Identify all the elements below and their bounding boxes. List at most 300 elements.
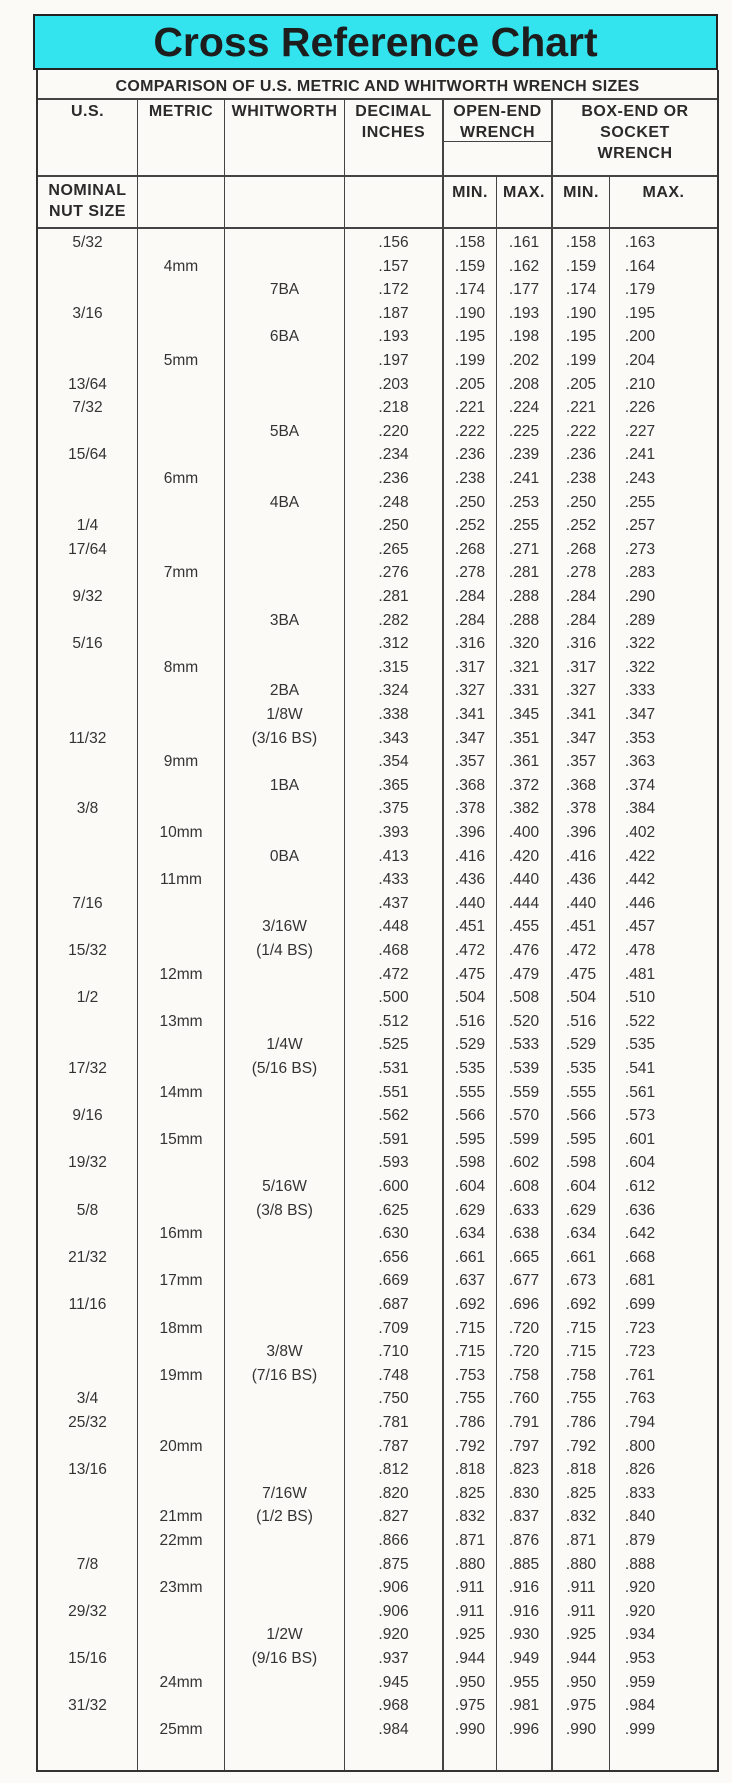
cell-open-end-min: .911 xyxy=(455,1579,485,1597)
cell-box-end-max: .934 xyxy=(624,1626,656,1644)
cell-decimal-inches: .281 xyxy=(378,588,409,605)
cell-us-size: 9/32 xyxy=(72,588,103,605)
cell-whitworth-size: 5/16W xyxy=(262,1178,307,1195)
cell-box-end-min: .378 xyxy=(565,800,597,818)
cell-box-end-max: .481 xyxy=(624,965,656,983)
cell-box-end-min: .629 xyxy=(565,1201,597,1219)
cell-open-end-max: .930 xyxy=(508,1626,540,1644)
cell-box-end-max: .402 xyxy=(624,824,656,841)
cell-box-end-min: .440 xyxy=(565,894,597,912)
cell-open-end-max: .633 xyxy=(508,1201,540,1219)
cell-box-end-max: .723 xyxy=(624,1343,656,1361)
cell-open-end-max: .520 xyxy=(508,1012,540,1030)
cell-us-size: 5/32 xyxy=(72,234,103,251)
cell-metric-size: 8mm xyxy=(163,658,199,676)
cell-open-end-max: .161 xyxy=(508,234,540,251)
cell-box-end-max: .200 xyxy=(624,328,656,346)
cell-decimal-inches: .945 xyxy=(378,1673,409,1691)
cell-box-end-min: .357 xyxy=(565,753,597,771)
cell-us-size: 1/2 xyxy=(76,989,99,1007)
cell-decimal-inches: .234 xyxy=(378,446,409,464)
cell-whitworth-size: 5BA xyxy=(269,422,300,440)
header-open-end-line-1: OPEN-END xyxy=(453,103,542,120)
cell-box-end-max: .273 xyxy=(624,540,656,558)
cell-decimal-inches: .312 xyxy=(378,635,409,653)
cell-open-end-min: .715 xyxy=(454,1319,486,1337)
cell-us-size: 5/16 xyxy=(72,635,103,653)
cell-open-end-min: .317 xyxy=(454,658,486,676)
table-subtitle: COMPARISON OF U.S. METRIC AND WHITWORTH WRENCH SIZES xyxy=(115,78,640,95)
cell-box-end-min: .595 xyxy=(565,1130,597,1148)
cell-box-end-max: .374 xyxy=(624,776,656,794)
cell-whitworth-size: (7/16 BS) xyxy=(251,1366,318,1384)
cell-decimal-inches: .562 xyxy=(378,1107,409,1125)
cell-whitworth-size: 3/8W xyxy=(266,1343,303,1361)
cell-box-end-min: .925 xyxy=(565,1626,597,1644)
cell-box-end-max: .541 xyxy=(624,1060,656,1077)
cell-box-end-min: .715 xyxy=(565,1319,597,1337)
cell-decimal-inches: .315 xyxy=(378,658,409,676)
cell-box-end-min: .195 xyxy=(565,328,597,346)
cell-box-end-min: .950 xyxy=(565,1673,597,1691)
cell-metric-size: 9mm xyxy=(163,753,199,771)
header-decimal-inches xyxy=(345,101,442,143)
cell-us-size: 3/8 xyxy=(76,800,99,818)
cell-decimal-inches: .203 xyxy=(378,375,409,393)
cell-decimal-inches: .625 xyxy=(378,1201,409,1219)
cell-box-end-min: .786 xyxy=(565,1414,597,1431)
cell-open-end-min: .222 xyxy=(454,422,486,440)
cell-box-end-min: .566 xyxy=(565,1107,597,1125)
cell-decimal-inches: .656 xyxy=(378,1248,409,1266)
cell-box-end-max: .794 xyxy=(624,1414,656,1431)
cell-box-end-max: .322 xyxy=(624,658,656,676)
cell-open-end-min: .516 xyxy=(454,1012,486,1030)
cell-open-end-max: .955 xyxy=(508,1673,540,1691)
cell-whitworth-size: 2BA xyxy=(269,682,300,700)
cell-us-size: 11/32 xyxy=(68,729,107,747)
cell-decimal-inches: .750 xyxy=(378,1390,409,1408)
cell-decimal-inches: .187 xyxy=(378,304,409,322)
cell-box-end-max: .681 xyxy=(624,1272,656,1290)
cell-decimal-inches: .748 xyxy=(378,1366,409,1384)
rule-under-subtitle xyxy=(38,98,717,100)
cell-box-end-min: .661 xyxy=(565,1248,597,1266)
cell-box-end-max: .612 xyxy=(624,1178,656,1195)
cell-box-end-min: .604 xyxy=(565,1178,597,1195)
cell-metric-size: 11mm xyxy=(160,871,202,889)
cell-decimal-inches: .365 xyxy=(378,776,409,794)
cell-open-end-max: .281 xyxy=(508,564,540,582)
header-box-end-line-3: WRENCH xyxy=(597,145,673,162)
cell-box-end-max: .442 xyxy=(624,871,656,889)
cell-open-end-max: .885 xyxy=(508,1555,540,1573)
header-decimal-line-1: DECIMAL xyxy=(355,103,432,120)
cell-us-size: 5/8 xyxy=(76,1201,99,1219)
cell-open-end-max: .476 xyxy=(508,942,540,959)
cell-whitworth-size: 3/16W xyxy=(262,918,307,936)
cell-open-end-min: .357 xyxy=(454,753,486,771)
cell-open-end-max: .916 xyxy=(508,1602,540,1620)
cell-metric-size: 7mm xyxy=(163,564,199,582)
cell-open-end-min: .818 xyxy=(454,1461,486,1479)
cell-whitworth-size: 1/2W xyxy=(266,1626,303,1644)
cell-metric-size: 23mm xyxy=(159,1579,203,1597)
cell-open-end-max: .570 xyxy=(508,1107,540,1125)
cell-box-end-min: .368 xyxy=(565,776,597,794)
cell-decimal-inches: .787 xyxy=(378,1437,409,1455)
cell-decimal-inches: .250 xyxy=(378,517,409,535)
header-box-end-line-1: BOX-END OR xyxy=(581,103,689,120)
cell-decimal-inches: .591 xyxy=(378,1130,409,1148)
cell-whitworth-size: 0BA xyxy=(269,847,300,865)
cell-open-end-min: .190 xyxy=(454,304,486,322)
cell-us-size: 7/32 xyxy=(72,399,103,417)
cell-open-end-min: .598 xyxy=(454,1154,486,1172)
cell-decimal-inches: .687 xyxy=(378,1296,409,1313)
cell-decimal-inches: .630 xyxy=(378,1225,409,1243)
cell-open-end-max: .539 xyxy=(508,1060,540,1077)
cell-box-end-min: .451 xyxy=(565,918,597,936)
cell-open-end-min: .341 xyxy=(454,706,486,723)
cell-whitworth-size: 3BA xyxy=(269,611,300,629)
cell-open-end-max: .638 xyxy=(508,1225,540,1243)
cell-open-end-min: .637 xyxy=(454,1272,486,1290)
cell-us-size: 11/16 xyxy=(68,1296,107,1313)
cell-open-end-min: .236 xyxy=(454,446,486,464)
cell-box-end-max: .984 xyxy=(624,1697,656,1715)
cell-metric-size: 18mm xyxy=(159,1319,203,1337)
cell-open-end-min: .950 xyxy=(454,1673,486,1691)
cell-decimal-inches: .781 xyxy=(378,1414,409,1431)
cell-open-end-min: .529 xyxy=(454,1036,486,1054)
cell-box-end-min: .278 xyxy=(565,564,597,582)
cell-us-size: 7/16 xyxy=(72,894,103,912)
header-open-end-max: MAX. xyxy=(503,184,545,201)
cell-open-end-max: .288 xyxy=(508,588,540,605)
cell-whitworth-size: (3/16 BS) xyxy=(251,729,318,747)
cell-open-end-min: .238 xyxy=(454,470,486,487)
cell-box-end-max: .227 xyxy=(624,422,656,440)
cell-open-end-min: .252 xyxy=(454,517,486,535)
cell-open-end-min: .629 xyxy=(454,1201,486,1219)
cell-box-end-min: .673 xyxy=(565,1272,597,1290)
cell-box-end-min: .758 xyxy=(565,1366,597,1384)
cell-box-end-max: .226 xyxy=(624,399,656,417)
cell-decimal-inches: .218 xyxy=(378,399,409,417)
cell-us-size: 15/64 xyxy=(68,446,107,464)
cell-open-end-min: .195 xyxy=(454,328,486,346)
cell-box-end-min: .284 xyxy=(565,611,597,629)
cell-metric-size: 13mm xyxy=(159,1012,203,1030)
cell-box-end-max: .290 xyxy=(624,588,656,605)
cell-open-end-max: .996 xyxy=(508,1720,540,1738)
cell-box-end-max: .243 xyxy=(624,470,656,487)
cell-open-end-max: .760 xyxy=(508,1390,540,1408)
cell-box-end-min: .825 xyxy=(565,1484,597,1502)
cell-box-end-min: .516 xyxy=(565,1012,597,1030)
cell-open-end-min: .595 xyxy=(454,1130,486,1148)
cell-decimal-inches: .193 xyxy=(378,328,409,346)
cell-decimal-inches: .324 xyxy=(378,682,409,700)
cell-open-end-min: .604 xyxy=(454,1178,486,1195)
header-metric: METRIC xyxy=(148,103,214,120)
cell-whitworth-size: 4BA xyxy=(269,493,300,511)
cell-box-end-max: .210 xyxy=(624,375,656,393)
cell-box-end-min: .975 xyxy=(565,1697,597,1715)
cell-box-end-min: .236 xyxy=(565,446,597,464)
cell-box-end-max: .800 xyxy=(624,1437,656,1455)
cell-decimal-inches: .600 xyxy=(378,1178,409,1195)
cell-box-end-max: .723 xyxy=(624,1319,656,1337)
header-box-end-max: MAX. xyxy=(642,184,685,201)
cell-box-end-max: .255 xyxy=(624,493,656,511)
cell-us-size: 25/32 xyxy=(68,1414,107,1431)
cell-box-end-max: .457 xyxy=(624,918,656,936)
cell-open-end-min: .792 xyxy=(454,1437,486,1455)
cell-box-end-max: .920 xyxy=(624,1602,656,1620)
cell-us-size: 3/4 xyxy=(76,1390,99,1408)
cell-whitworth-size: (9/16 BS) xyxy=(251,1650,318,1667)
cell-open-end-min: .416 xyxy=(454,847,486,865)
cell-metric-size: 15mm xyxy=(159,1130,203,1148)
cell-open-end-max: .599 xyxy=(508,1130,540,1148)
cell-open-end-max: .479 xyxy=(508,965,540,983)
header-open-end-wrench xyxy=(444,101,551,143)
cell-box-end-max: .642 xyxy=(624,1225,656,1243)
cell-box-end-max: .347 xyxy=(624,706,656,723)
cell-box-end-min: .205 xyxy=(565,375,597,393)
cell-open-end-min: .555 xyxy=(454,1083,486,1101)
cell-open-end-max: .444 xyxy=(508,894,540,912)
cell-decimal-inches: .375 xyxy=(378,800,409,818)
cell-open-end-min: .871 xyxy=(454,1532,486,1549)
cell-box-end-max: .953 xyxy=(624,1650,656,1667)
cell-box-end-min: .174 xyxy=(565,281,597,299)
header-nominal-nut-size xyxy=(38,180,137,222)
cell-open-end-max: .351 xyxy=(508,729,540,747)
cell-us-size: 15/32 xyxy=(68,942,107,959)
cell-box-end-max: .763 xyxy=(624,1390,656,1408)
cell-box-end-min: .250 xyxy=(565,493,597,511)
cell-us-size: 7/8 xyxy=(76,1555,99,1573)
cell-open-end-min: .159 xyxy=(454,257,486,275)
cell-open-end-max: .361 xyxy=(508,753,540,771)
cell-metric-size: 17mm xyxy=(159,1272,203,1290)
cell-box-end-min: .347 xyxy=(565,729,597,747)
cell-box-end-min: .222 xyxy=(565,422,597,440)
cell-decimal-inches: .593 xyxy=(378,1154,409,1172)
cell-decimal-inches: .906 xyxy=(378,1602,409,1620)
cell-open-end-max: .720 xyxy=(508,1343,540,1361)
cell-open-end-min: .472 xyxy=(454,942,486,959)
cell-decimal-inches: .866 xyxy=(378,1532,409,1549)
cell-whitworth-size: 1BA xyxy=(269,776,300,794)
cell-open-end-min: .715 xyxy=(454,1343,486,1361)
cell-box-end-min: .221 xyxy=(565,399,597,417)
cell-box-end-max: .257 xyxy=(624,517,656,535)
cell-open-end-min: .975 xyxy=(454,1697,486,1715)
cell-open-end-max: .677 xyxy=(508,1272,540,1290)
cell-decimal-inches: .472 xyxy=(378,965,409,983)
cell-decimal-inches: .525 xyxy=(378,1036,409,1054)
cell-box-end-min: .316 xyxy=(565,635,597,653)
cell-whitworth-size: (3/8 BS) xyxy=(256,1201,313,1219)
cell-open-end-max: .331 xyxy=(508,682,540,700)
cell-decimal-inches: .710 xyxy=(378,1343,409,1361)
cell-box-end-max: .826 xyxy=(624,1461,656,1479)
cell-open-end-min: .396 xyxy=(454,824,486,841)
cell-decimal-inches: .343 xyxy=(378,729,409,747)
cell-decimal-inches: .282 xyxy=(378,611,409,629)
cell-box-end-min: .472 xyxy=(565,942,597,959)
cell-box-end-max: .164 xyxy=(624,257,656,275)
cell-open-end-min: .174 xyxy=(454,281,486,299)
cell-box-end-min: .880 xyxy=(565,1555,597,1573)
cell-decimal-inches: .500 xyxy=(378,989,409,1007)
cell-open-end-max: .193 xyxy=(508,304,540,322)
cell-open-end-min: .205 xyxy=(454,375,486,393)
cell-box-end-min: .159 xyxy=(565,257,597,275)
cell-metric-size: 12mm xyxy=(159,965,203,983)
cell-metric-size: 22mm xyxy=(159,1532,203,1549)
cell-box-end-min: .871 xyxy=(565,1532,597,1549)
cell-decimal-inches: .220 xyxy=(378,422,409,440)
cell-open-end-min: .378 xyxy=(454,800,486,818)
cell-box-end-max: .241 xyxy=(624,446,656,464)
cell-box-end-max: .478 xyxy=(624,942,656,959)
cell-open-end-min: .925 xyxy=(454,1626,486,1644)
cell-box-end-max: .353 xyxy=(624,729,656,747)
cell-open-end-max: .533 xyxy=(508,1036,540,1054)
cell-open-end-min: .692 xyxy=(454,1296,486,1313)
cell-us-size: 13/16 xyxy=(68,1461,107,1479)
cell-open-end-max: .320 xyxy=(508,635,540,653)
cell-box-end-min: .990 xyxy=(565,1720,597,1738)
cell-whitworth-size: 7/16W xyxy=(262,1484,307,1502)
cell-decimal-inches: .248 xyxy=(378,493,409,511)
header-nominal-line-2: NUT SIZE xyxy=(49,203,126,220)
cell-box-end-min: .911 xyxy=(566,1579,596,1597)
cell-open-end-min: .832 xyxy=(454,1508,486,1526)
cell-box-end-max: .833 xyxy=(624,1484,656,1502)
cell-open-end-min: .786 xyxy=(454,1414,486,1431)
cell-open-end-min: .944 xyxy=(454,1650,486,1667)
cell-open-end-min: .504 xyxy=(454,989,486,1007)
cell-open-end-min: .368 xyxy=(454,776,486,794)
cell-open-end-min: .440 xyxy=(454,894,486,912)
cell-open-end-max: .758 xyxy=(508,1366,540,1384)
cell-decimal-inches: .437 xyxy=(378,894,409,912)
cell-open-end-max: .508 xyxy=(508,989,540,1007)
header-us: U.S. xyxy=(70,103,105,120)
cell-decimal-inches: .265 xyxy=(378,540,409,558)
cell-decimal-inches: .468 xyxy=(378,942,409,959)
cell-box-end-max: .289 xyxy=(624,611,656,629)
cell-decimal-inches: .669 xyxy=(378,1272,409,1290)
cell-whitworth-size: 7BA xyxy=(269,281,300,299)
cell-decimal-inches: .157 xyxy=(378,257,409,275)
cell-open-end-max: .608 xyxy=(508,1178,540,1195)
cell-open-end-max: .372 xyxy=(508,776,540,794)
cell-decimal-inches: .276 xyxy=(378,564,409,582)
cell-decimal-inches: .906 xyxy=(378,1579,409,1597)
cell-open-end-max: .837 xyxy=(508,1508,540,1526)
cell-box-end-min: .555 xyxy=(565,1083,597,1101)
cell-box-end-min: .396 xyxy=(565,824,597,841)
cross-reference-table xyxy=(36,70,719,1772)
cell-open-end-min: .634 xyxy=(454,1225,486,1243)
cell-us-size: 17/64 xyxy=(68,540,107,558)
header-nominal-line-1: NOMINAL xyxy=(48,182,127,199)
cell-open-end-max: .198 xyxy=(508,328,540,346)
cell-box-end-min: .284 xyxy=(565,588,597,605)
cell-metric-size: 10mm xyxy=(159,824,203,841)
cell-box-end-max: .668 xyxy=(624,1248,656,1266)
cell-box-end-min: .818 xyxy=(565,1461,597,1479)
cell-box-end-max: .204 xyxy=(624,352,656,369)
cell-open-end-max: .255 xyxy=(508,517,540,535)
cell-box-end-min: .832 xyxy=(565,1508,597,1526)
cell-box-end-min: .416 xyxy=(565,847,597,865)
cell-open-end-min: .284 xyxy=(454,611,486,629)
cell-box-end-max: .888 xyxy=(624,1555,656,1573)
cell-box-end-max: .561 xyxy=(624,1083,656,1101)
cell-open-end-max: .602 xyxy=(508,1154,540,1172)
cell-box-end-min: .598 xyxy=(565,1154,597,1172)
cell-box-end-min: .436 xyxy=(565,871,597,889)
cell-box-end-min: .529 xyxy=(565,1036,597,1054)
cell-box-end-min: .911 xyxy=(566,1602,596,1620)
cell-box-end-min: .715 xyxy=(565,1343,597,1361)
cell-box-end-max: .422 xyxy=(624,847,656,865)
cell-decimal-inches: .968 xyxy=(378,1697,409,1715)
cell-box-end-max: .535 xyxy=(624,1036,656,1054)
cell-open-end-max: .271 xyxy=(508,540,540,558)
cell-open-end-min: .250 xyxy=(454,493,486,511)
header-box-end-min: MIN. xyxy=(563,184,599,201)
cell-open-end-min: .278 xyxy=(454,564,486,582)
cell-box-end-max: .999 xyxy=(624,1720,656,1738)
cell-open-end-max: .225 xyxy=(508,422,540,440)
cell-box-end-min: .268 xyxy=(565,540,597,558)
cell-open-end-max: .382 xyxy=(508,800,540,818)
cell-open-end-min: .990 xyxy=(454,1720,486,1738)
cell-open-end-min: .661 xyxy=(454,1248,486,1266)
cell-open-end-max: .239 xyxy=(508,446,540,464)
cell-box-end-min: .190 xyxy=(565,304,597,322)
cell-metric-size: 5mm xyxy=(163,352,199,369)
cell-us-size: 29/32 xyxy=(68,1602,107,1620)
cell-open-end-max: .665 xyxy=(508,1248,540,1266)
cell-decimal-inches: .172 xyxy=(378,281,409,299)
cell-open-end-max: .440 xyxy=(508,871,540,889)
cell-decimal-inches: .393 xyxy=(378,824,409,841)
cell-box-end-max: .179 xyxy=(624,281,656,299)
cell-open-end-max: .202 xyxy=(508,352,540,369)
cell-box-end-max: .322 xyxy=(624,635,656,653)
cell-open-end-min: .451 xyxy=(454,918,486,936)
cell-box-end-max: .522 xyxy=(624,1012,656,1030)
header-open-end-min: MIN. xyxy=(452,184,488,201)
cell-box-end-max: .283 xyxy=(624,564,656,582)
cell-decimal-inches: .812 xyxy=(378,1461,409,1479)
cell-box-end-min: .158 xyxy=(565,234,597,251)
cell-open-end-min: .535 xyxy=(454,1060,486,1077)
header-decimal-line-2: INCHES xyxy=(361,124,426,141)
cell-box-end-min: .755 xyxy=(565,1390,597,1408)
cell-open-end-max: .696 xyxy=(508,1296,540,1313)
